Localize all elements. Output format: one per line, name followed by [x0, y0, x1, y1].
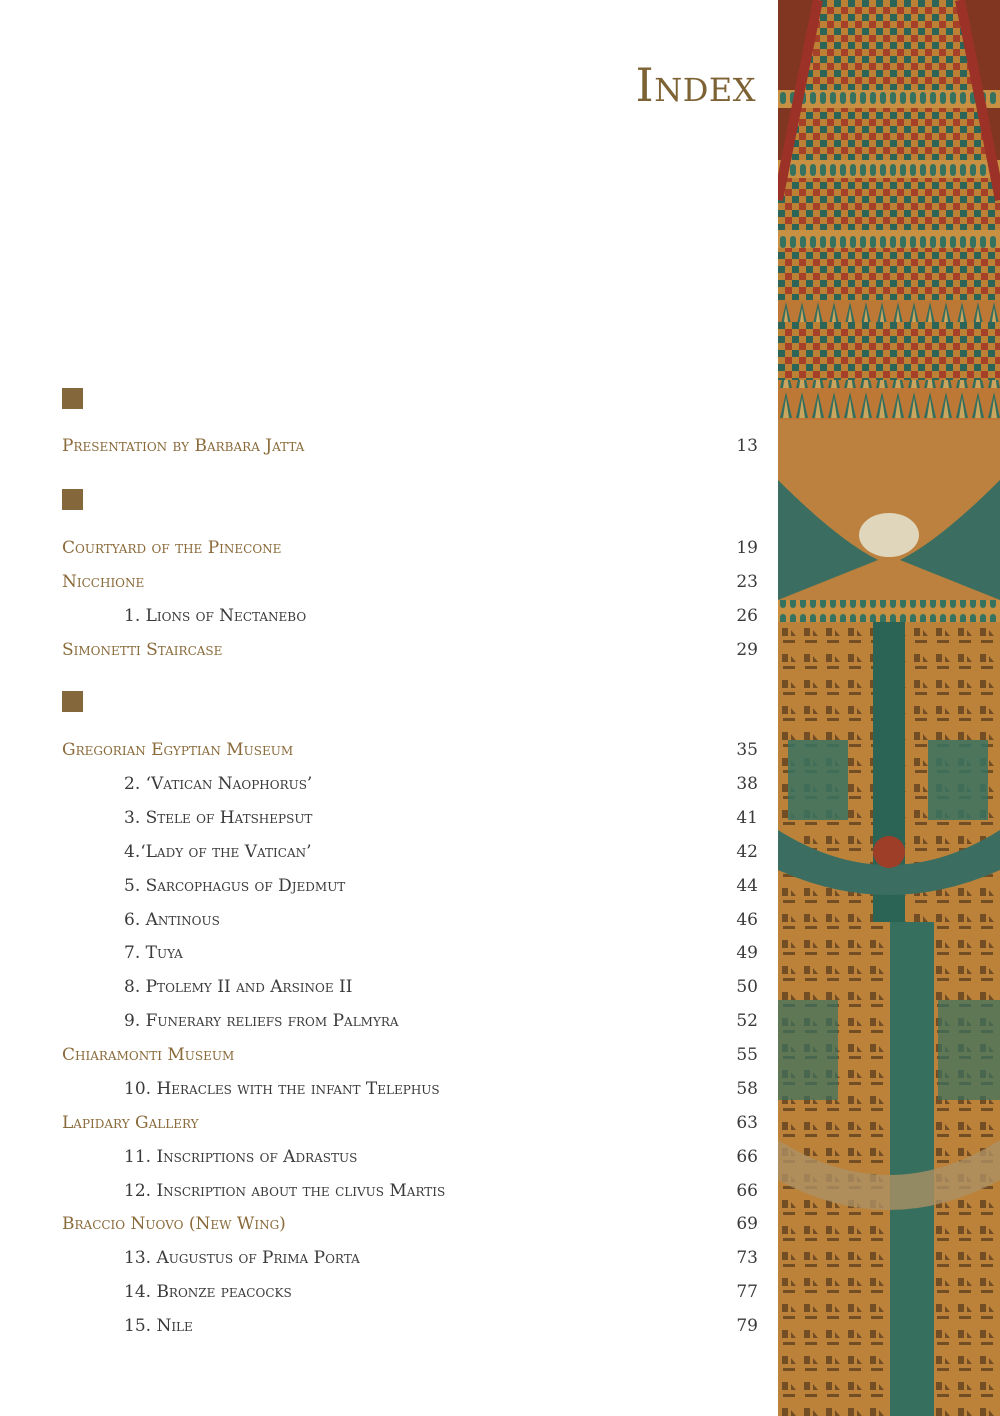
toc-subentry[interactable] — [62, 910, 758, 934]
toc-entry-page: 38 — [736, 774, 758, 794]
toc-subentry[interactable] — [62, 1011, 758, 1035]
egyptian-sarcophagus-image — [778, 0, 1000, 1416]
toc-entry-label: 2. ‘Vatican Naophorus’ — [124, 774, 313, 794]
toc-entry-page: 23 — [736, 572, 758, 592]
toc-entry-page: 13 — [736, 436, 758, 456]
toc-entry-label: Lapidary Gallery — [62, 1113, 199, 1133]
toc-entry-page: 49 — [736, 943, 758, 963]
toc-entry-label: 4.‘Lady of the Vatican’ — [124, 842, 312, 862]
toc-entry-page: 41 — [736, 808, 758, 828]
toc-entry-page: 77 — [736, 1282, 758, 1302]
toc-subentry[interactable] — [62, 977, 758, 1001]
toc-subentry[interactable] — [62, 606, 758, 630]
toc-entry-label: Courtyard of the Pinecone — [62, 538, 282, 558]
section-marker — [62, 489, 83, 510]
toc-entry-label: Presentation by Barbara Jatta — [62, 436, 305, 456]
toc-entry-label: Nicchione — [62, 572, 145, 592]
toc-entry-label: Gregorian Egyptian Museum — [62, 740, 294, 760]
toc-entry-label: 1. Lions of Nectanebo — [124, 606, 307, 626]
toc-entry-page: 66 — [736, 1181, 758, 1201]
toc-entry-label: 14. Bronze peacocks — [124, 1282, 292, 1302]
toc-entry-page: 50 — [736, 977, 758, 997]
toc-entry-page: 35 — [736, 740, 758, 760]
toc-entry[interactable] — [62, 640, 758, 664]
toc-entry-label: 6. Antinous — [124, 910, 220, 930]
toc-entry[interactable] — [62, 436, 758, 460]
toc-entry-page: 29 — [736, 640, 758, 660]
toc-subentry[interactable] — [62, 1079, 758, 1103]
toc-entry-page: 79 — [736, 1316, 758, 1336]
toc-subentry[interactable] — [62, 876, 758, 900]
toc-entry-label: 8. Ptolemy II and Arsinoe II — [124, 977, 353, 997]
toc-entry[interactable] — [62, 538, 758, 562]
toc-entry-page: 19 — [736, 538, 758, 558]
toc-entry[interactable] — [62, 740, 758, 764]
toc-entry-label: Simonetti Staircase — [62, 640, 223, 660]
toc-entry-page: 63 — [736, 1113, 758, 1133]
toc-entry-page: 52 — [736, 1011, 758, 1031]
section-marker — [62, 691, 83, 712]
toc-subentry[interactable] — [62, 1147, 758, 1171]
toc-entry-page: 55 — [736, 1045, 758, 1065]
toc-entry[interactable] — [62, 1214, 758, 1238]
toc-entry[interactable] — [62, 572, 758, 596]
toc-entry-label: 9. Funerary reliefs from Palmyra — [124, 1011, 399, 1031]
toc-subentry[interactable] — [62, 842, 758, 866]
toc-subentry[interactable] — [62, 1181, 758, 1205]
toc-entry-label: 12. Inscription about the clivus Martis — [124, 1181, 446, 1201]
toc-subentry[interactable] — [62, 808, 758, 832]
toc-entry-label: 15. Nile — [124, 1316, 193, 1336]
toc-entry[interactable] — [62, 1113, 758, 1137]
section-marker — [62, 388, 83, 409]
toc-entry-label: 7. Tuya — [124, 943, 183, 963]
toc-entry-label: 5. Sarcophagus of Djedmut — [124, 876, 346, 896]
toc-entry-page: 26 — [736, 606, 758, 626]
toc-entry-label: 11. Inscriptions of Adrastus — [124, 1147, 358, 1167]
toc-subentry[interactable] — [62, 1282, 758, 1306]
toc-subentry[interactable] — [62, 1316, 758, 1340]
toc-entry-label: 13. Augustus of Prima Porta — [124, 1248, 360, 1268]
toc-entry-label: Chiaramonti Museum — [62, 1045, 235, 1065]
toc-entry-page: 69 — [736, 1214, 758, 1234]
toc-entry-page: 66 — [736, 1147, 758, 1167]
toc-entry-page: 58 — [736, 1079, 758, 1099]
toc-subentry[interactable] — [62, 774, 758, 798]
toc-entry-page: 42 — [736, 842, 758, 862]
page-title: Index — [635, 58, 756, 112]
toc-entry-page: 46 — [736, 910, 758, 930]
toc-entry-label: 10. Heracles with the infant Telephus — [124, 1079, 440, 1099]
toc-subentry[interactable] — [62, 1248, 758, 1272]
toc-entry-label: Braccio Nuovo (New Wing) — [62, 1214, 286, 1234]
toc-entry[interactable] — [62, 1045, 758, 1069]
toc-entry-label: 3. Stele of Hatshepsut — [124, 808, 313, 828]
toc-entry-page: 73 — [736, 1248, 758, 1268]
toc-entry-page: 44 — [736, 876, 758, 896]
toc-subentry[interactable] — [62, 943, 758, 967]
